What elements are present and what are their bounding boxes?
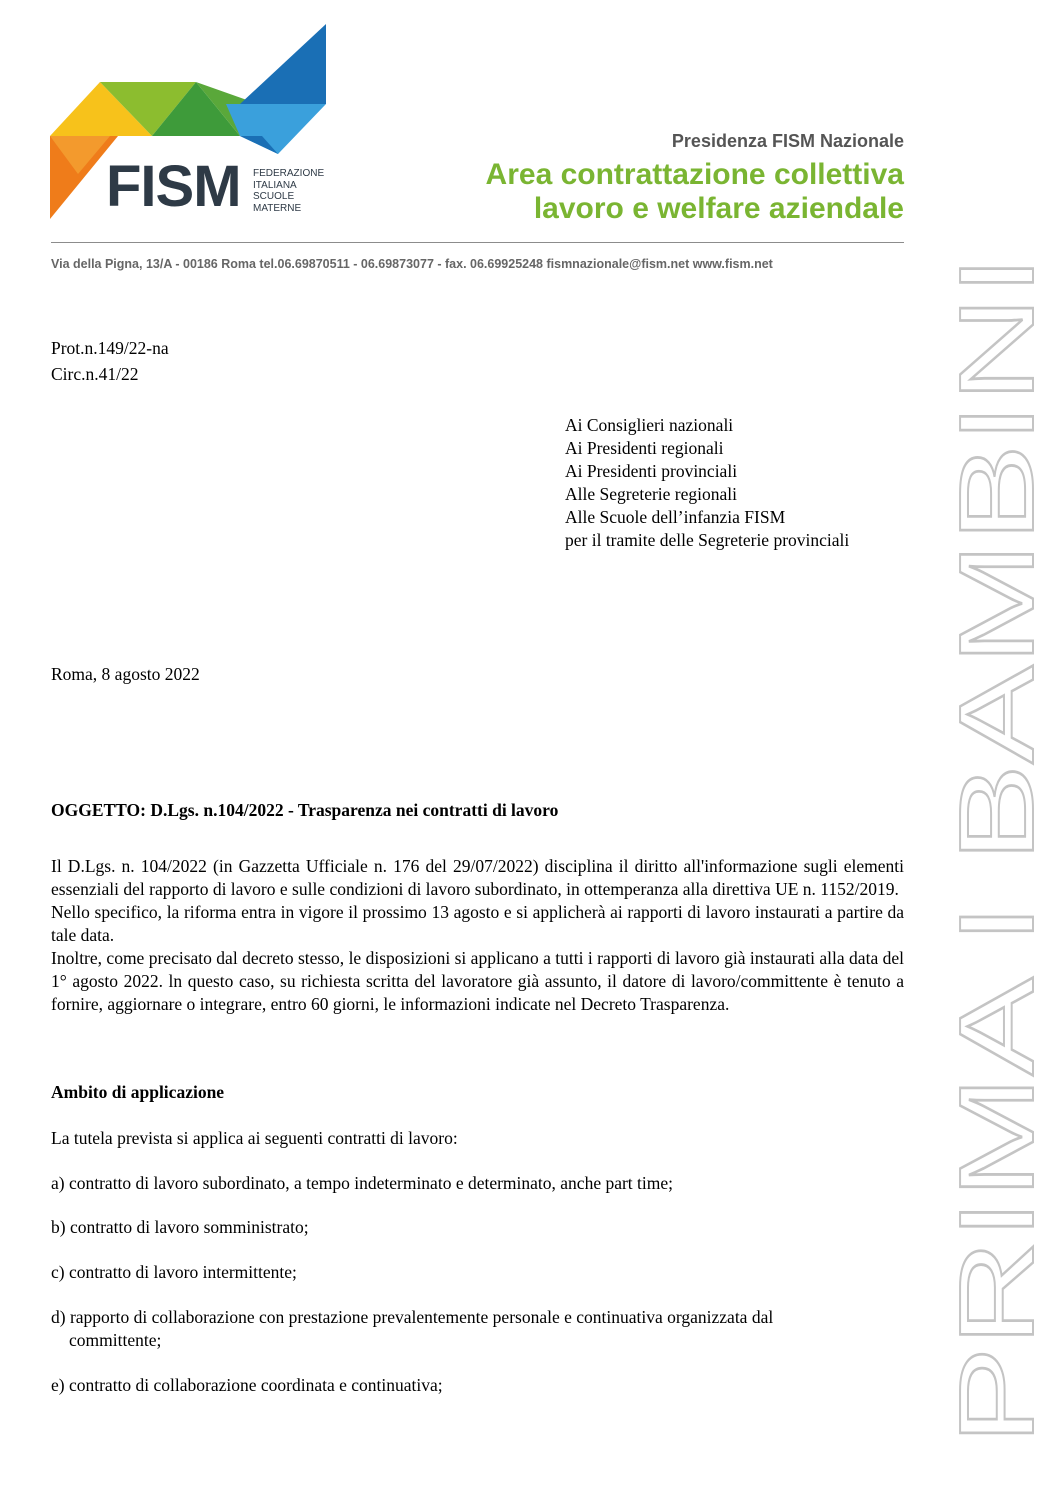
section-intro: La tutela prevista si applica ai seguenti contratti di lavoro: [51, 1128, 458, 1148]
protocol-block [51, 337, 169, 386]
logo-subtitle-line: SCUOLE [253, 191, 295, 202]
letter-subject: OGGETTO: D.Lgs. n.104/2022 - Trasparenza nei contratti di lavoro [51, 800, 559, 820]
logo-wordmark: FISM [106, 154, 241, 219]
list-item [51, 1306, 881, 1352]
logo-subtitle-line: ITALIANA [253, 179, 297, 191]
presidenza-heading: Presidenza FISM Nazionale [671, 131, 904, 151]
header-divider [51, 242, 904, 243]
recipients-block [565, 414, 849, 552]
list-item-line: d) rapporto di collaborazione con prestazione prevalentemente personale e continuativa organizzata dal [51, 1307, 774, 1327]
recipient-line: Ai Consiglieri nazionali [565, 415, 734, 435]
list-item: b) contratto di lavoro somministrato; [51, 1217, 309, 1237]
logo-subtitle [253, 168, 324, 214]
circular-number: Circ.n.41/22 [51, 364, 139, 384]
area-heading-line: lavoro e welfare aziendale [533, 192, 904, 225]
recipient-line: Alle Scuole dell’infanzia FISM [565, 507, 786, 527]
body-paragraph: Inoltre, come precisato dal decreto stesso, le disposizioni si applicano a tutti i rapporti di lavoro già instaurati alla data del 1° agosto 2022. ln questo caso, su richiesta scritta del lavoratore già assunto, il datore di lavoro/committente è tenuto a fornire, aggiornare o integrare, entro 60 giorni, le informazioni indicate nel Decreto Trasparenza. [51, 948, 904, 1014]
area-heading [486, 158, 904, 226]
list-item: c) contratto di lavoro intermittente; [51, 1262, 297, 1282]
letter-body [51, 855, 904, 1016]
side-slogan-graphic [890, 240, 1058, 1460]
body-paragraph: Il D.Lgs. n. 104/2022 (in Gazzetta Ufficiale n. 176 del 29/07/2022) disciplina il diritto all'informazione sugli elementi essenziali del rapporto di lavoro e sulle condizioni di lavoro subordinato, in ottemperanza alla direttiva UE n. 1152/2019. [51, 856, 904, 899]
recipient-line: Ai Presidenti provinciali [565, 461, 738, 481]
contact-info: Via della Pigna, 13/A - 00186 Roma tel.06.69870511 - 06.69873077 - fax. 06.69925248 fismnazionale@fism.net www.fism.net [51, 257, 773, 271]
recipient-line: Ai Presidenti regionali [565, 438, 724, 458]
body-paragraph: Nello specifico, la riforma entra in vigore il prossimo 13 agosto e si applicherà ai rapporti di lavoro instaurati a partire da tale data. [51, 902, 904, 945]
area-heading-line: Area contrattazione collettiva [485, 158, 904, 191]
side-slogan [890, 240, 1058, 1460]
list-item: e) contratto di collaborazione coordinata e continuativa; [51, 1375, 443, 1395]
protocol-number: Prot.n.149/22-na [51, 338, 169, 358]
logo-subtitle-line: FEDERAZIONE [253, 168, 325, 179]
recipient-line: Alle Segreterie regionali [565, 484, 738, 504]
recipient-line: per il tramite delle Segreterie provinciali [565, 530, 850, 550]
list-item: a) contratto di lavoro subordinato, a tempo indeterminato e determinato, anche part time; [51, 1173, 674, 1193]
logo-subtitle-line: MATERNE [253, 202, 302, 214]
letter-date: Roma, 8 agosto 2022 [51, 664, 200, 684]
section-title: Ambito di applicazione [51, 1082, 225, 1102]
side-slogan-text: PRIMA I BAMBINI [938, 590, 1056, 1445]
list-item-continuation: committente; [69, 1330, 162, 1350]
